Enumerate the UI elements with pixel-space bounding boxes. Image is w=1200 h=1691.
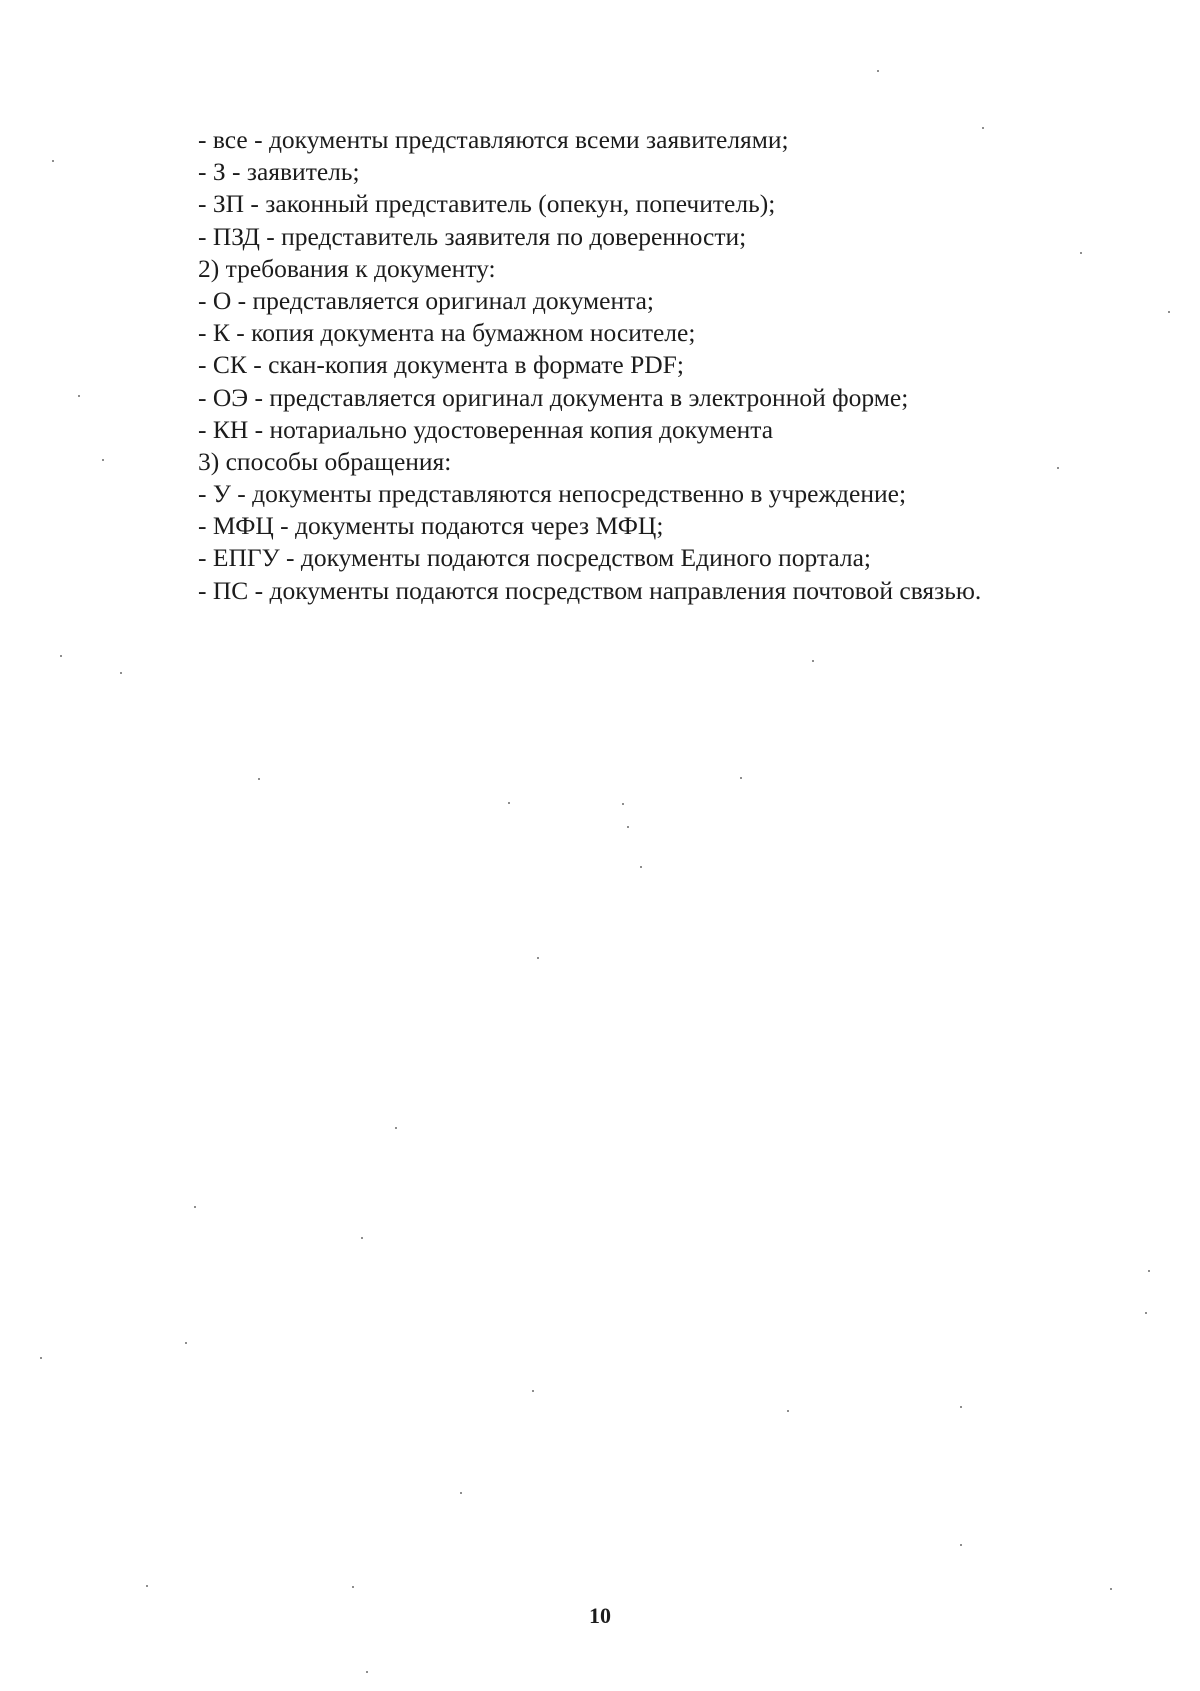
scan-speck	[366, 1671, 368, 1673]
text-line: - ПС - документы подаются посредством направления почтовой связью.	[198, 575, 982, 605]
scan-speck	[194, 1206, 196, 1208]
scan-speck	[40, 1357, 42, 1359]
scan-speck	[352, 1586, 354, 1588]
scan-speck	[1148, 1270, 1150, 1272]
scan-speck	[460, 1492, 462, 1494]
scan-speck	[120, 672, 122, 674]
scan-speck	[982, 127, 984, 129]
text-line: - МФЦ - документы подаются через МФЦ;	[198, 511, 664, 541]
scan-speck	[537, 957, 539, 959]
scan-speck	[622, 803, 624, 805]
scan-speck	[532, 1390, 534, 1392]
scan-speck	[1080, 252, 1082, 254]
scan-speck	[960, 1406, 962, 1408]
scan-speck	[787, 1410, 789, 1412]
scan-speck	[361, 1237, 363, 1239]
document-body	[198, 124, 1158, 607]
scan-speck	[258, 778, 260, 780]
scan-speck	[102, 459, 104, 461]
text-line: - О - представляется оригинал документа;	[198, 285, 654, 315]
scan-speck	[640, 866, 642, 868]
scan-speck	[395, 1127, 397, 1129]
text-line: - ПЗД - представитель заявителя по доверенности;	[198, 221, 747, 251]
scan-speck	[627, 826, 629, 828]
scan-speck	[877, 70, 879, 72]
scan-speck	[740, 777, 742, 779]
scan-speck	[78, 395, 80, 397]
text-line: - З - заявитель;	[198, 157, 360, 187]
scan-speck	[960, 1544, 962, 1546]
text-line: - ЗП - законный представитель (опекун, попечитель);	[198, 189, 776, 219]
text-line: - КН - нотариально удостоверенная копия документа	[198, 414, 774, 444]
scan-speck	[146, 1585, 148, 1587]
text-line: - СК - скан-копия документа в формате PDF;	[198, 350, 684, 380]
scan-speck	[812, 660, 814, 662]
scan-speck	[1168, 311, 1170, 313]
scan-speck	[185, 1342, 187, 1344]
text-line: - все - документы представляются всеми заявителями;	[198, 125, 789, 154]
text-line: - У - документы представляются непосредственно в учреждение;	[198, 479, 907, 509]
scan-speck	[52, 160, 54, 162]
scan-speck	[508, 802, 510, 804]
scan-speck	[1145, 1312, 1147, 1314]
text-line: - К - копия документа на бумажном носителе;	[198, 318, 696, 348]
page-number: 10	[589, 1603, 611, 1628]
scan-speck	[60, 655, 62, 657]
text-line: - ОЭ - представляется оригинал документа в электронной форме;	[198, 382, 909, 412]
section-heading: 2) требования к документу:	[198, 253, 496, 283]
section-heading: 3) способы обращения:	[198, 446, 452, 476]
scan-speck	[1057, 467, 1059, 469]
text-line: - ЕПГУ - документы подаются посредством Единого портала;	[198, 543, 871, 573]
scan-speck	[1110, 1588, 1112, 1590]
